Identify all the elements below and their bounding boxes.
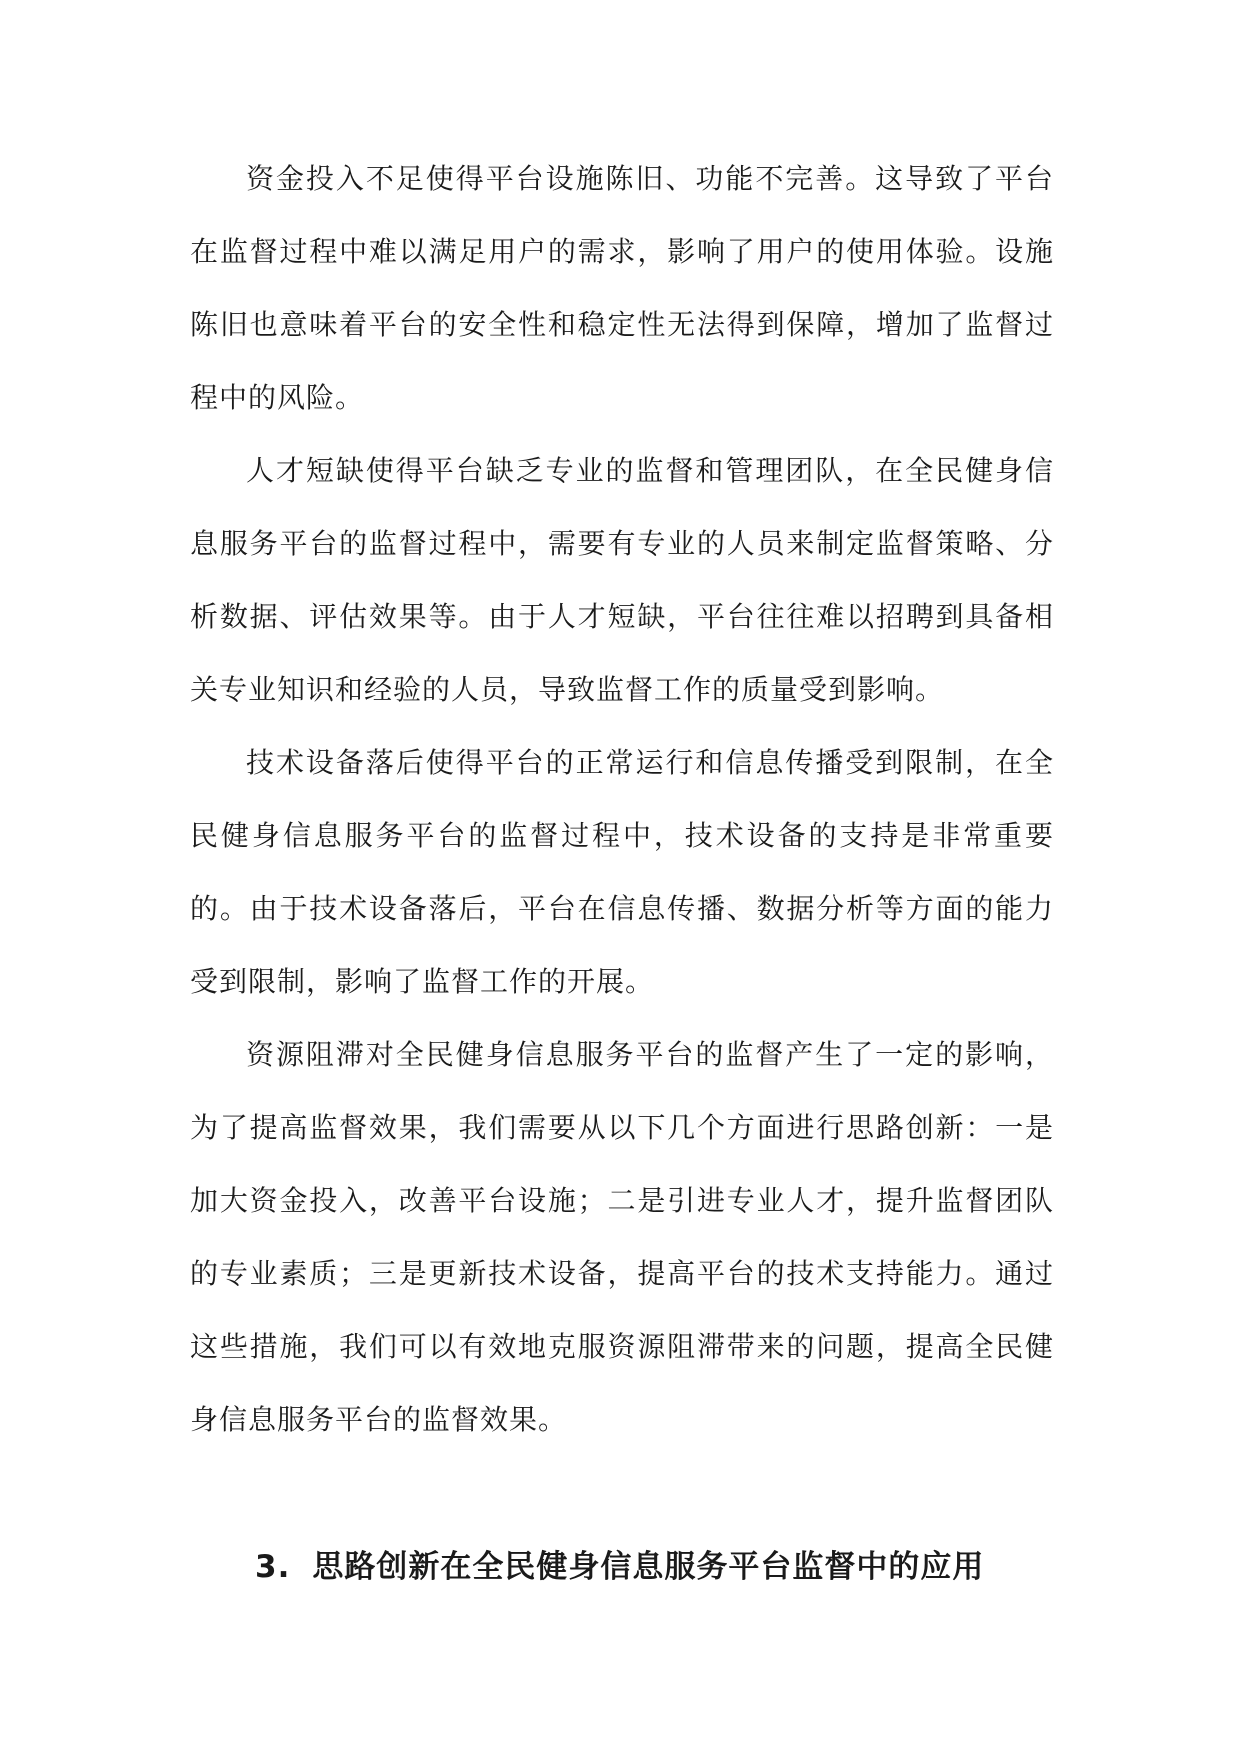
section-title: 思路创新在全民健身信息服务平台监督中的应用 <box>312 1549 985 1585</box>
body-text <box>190 142 1054 1456</box>
paragraph-talent: 人才短缺使得平台缺乏专业的监督和管理团队，在全民健身信息服务平台的监督过程中，需要有专业的人员来制定监督策略、分析数据、评估效果等。由于人才短缺，平台往往难以招聘到具备相关专业知识和经验的人员，导致监督工作的质量受到影响。 <box>190 454 1054 706</box>
section-heading <box>255 1545 1055 1589</box>
paragraph-funding: 资金投入不足使得平台设施陈旧、功能不完善。这导致了平台在监督过程中难以满足用户的需求，影响了用户的使用体验。设施陈旧也意味着平台的安全性和稳定性无法得到保障，增加了监督过程中的风险。 <box>190 162 1054 414</box>
section-number: 3. <box>255 1549 291 1585</box>
paragraph-technology: 技术设备落后使得平台的正常运行和信息传播受到限制，在全民健身信息服务平台的监督过程中，技术设备的支持是非常重要的。由于技术设备落后，平台在信息传播、数据分析等方面的能力受到限制，影响了监督工作的开展。 <box>190 746 1054 998</box>
paragraph-conclusion: 资源阻滞对全民健身信息服务平台的监督产生了一定的影响，为了提高监督效果，我们需要从以下几个方面进行思路创新：一是加大资金投入，改善平台设施；二是引进专业人才，提升监督团队的专业素质；三是更新技术设备，提高平台的技术支持能力。通过这些措施，我们可以有效地克服资源阻滞带来的问题，提高全民健身信息服务平台的监督效果。 <box>190 1038 1054 1436</box>
